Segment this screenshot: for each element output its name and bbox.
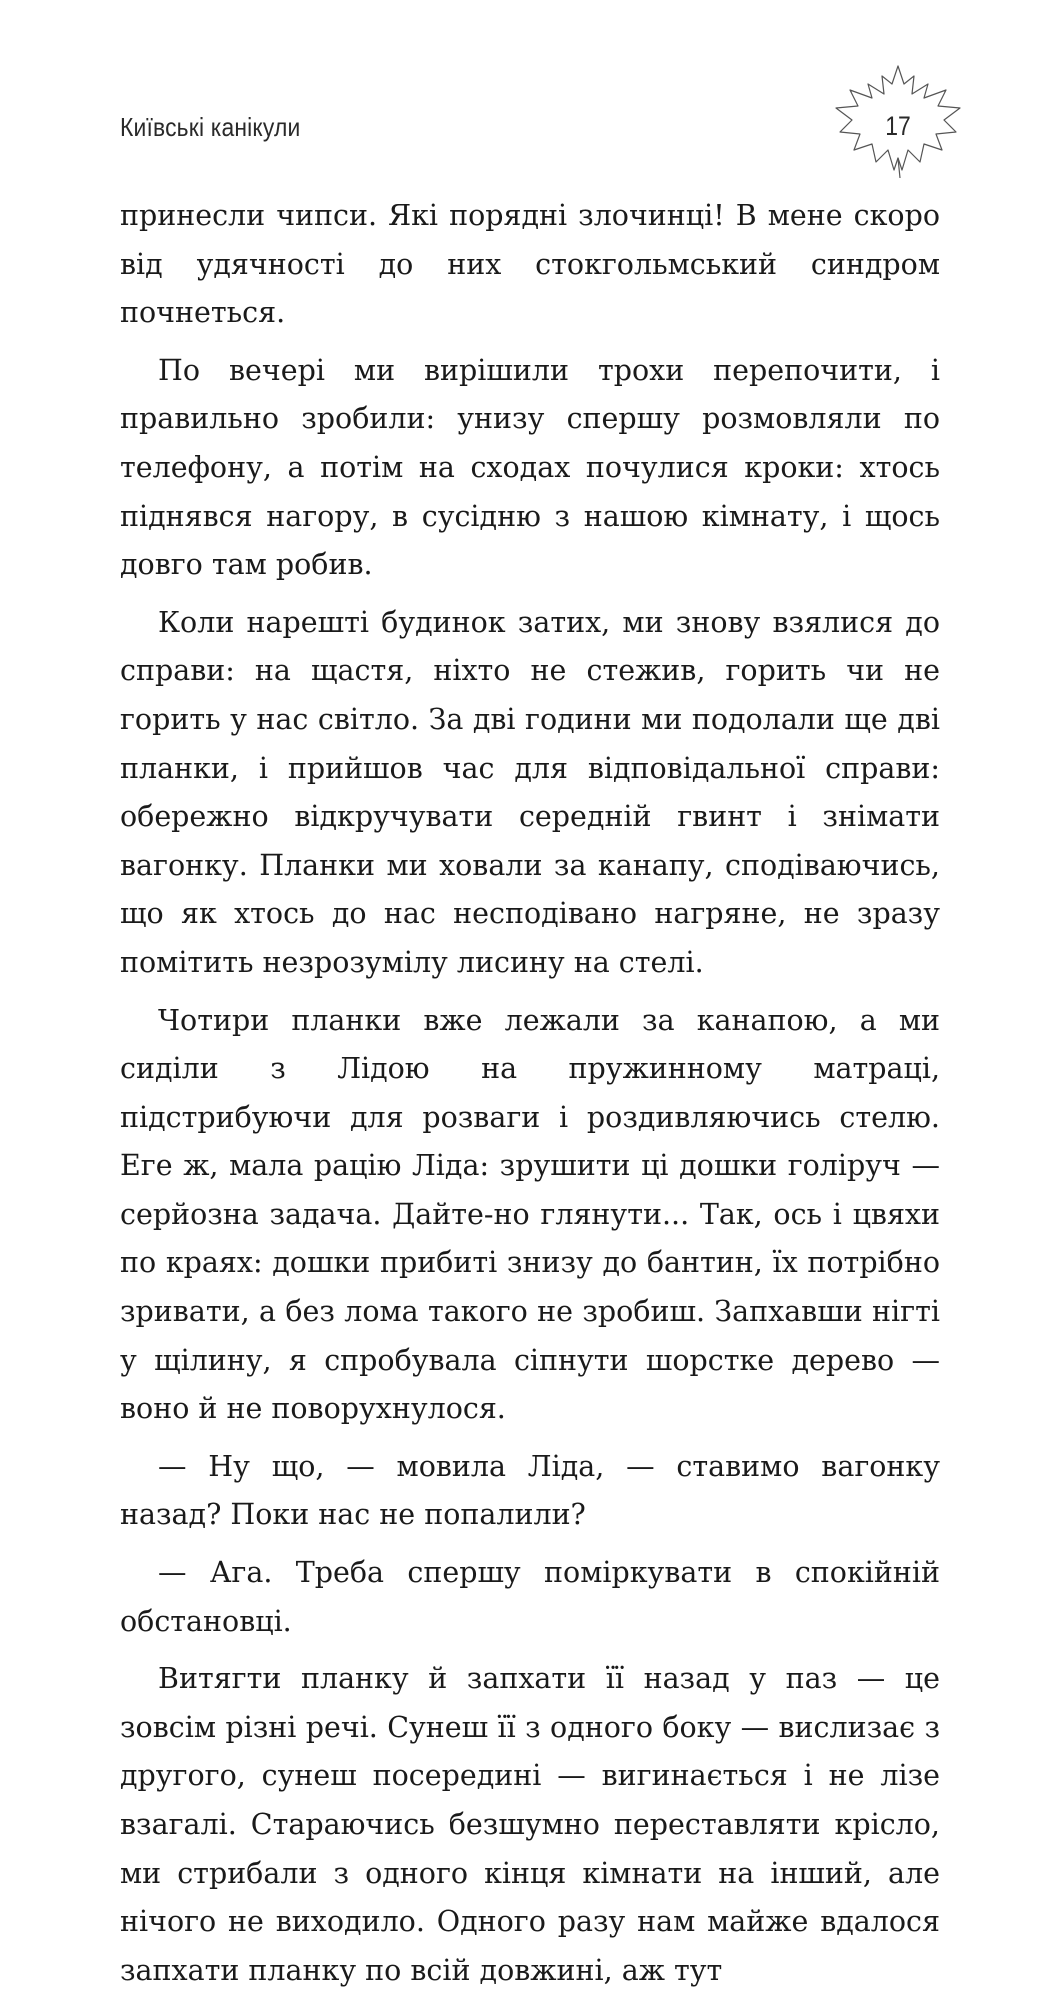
paragraph: Витягти планку й запхати її назад у паз — це зовсім різні речі. Сунеш її з одного боку — вислизає з другого, сунеш посередині — вигинається і не лізе взагалі. Стараючись безшумно переставляти крісло, ми стрибали з одного кінця кімнати на інший, але нічого не виходило. Одного разу нам майже вдалося запхати планку по всій довжині, аж тут [120, 1662, 940, 1987]
page-number-ornament [828, 62, 968, 180]
paragraph: Коли нарешті будинок затих, ми знову взялися до справи: на щастя, ніхто не стежив, горить чи не горить у нас світло. За дві години ми подолали ще дві планки, і прийшов час для відповідальної справи: обережно відкручувати середній гвинт і знімати вагонку. Планки ми ховали за канапу, сподіваючись, що як хтось до нас несподівано нагряне, не зразу помітить незрозумілу лисину на стелі. [120, 605, 940, 979]
dialogue-line: — Ага. Треба спершу поміркувати в спокійній обстановці. [120, 1556, 940, 1638]
paragraph: принесли чипси. Які порядні злочинці! В мене скоро від удячності до них стокгольмський синдром почнеться. [120, 199, 940, 330]
paragraph: Чотири планки вже лежали за канапою, а ми сиділи з Лідою на пружинному матраці, підстрибуючи для розваги і роздивляючись стелю. Еге ж, мала рацію Ліда: зрушити ці дошки голіруч — серйозна задача. Дайте-но глянути... Так, ось і цвяхи по краях: дошки прибиті знизу до бантин, їх потрібно зривати, а без лома такого не зробиш. Запхавши нігті у щілину, я спробувала сіпнути шорстке дерево — воно й не поворухнулося. [120, 1003, 940, 1426]
running-title: Київські канікули [120, 112, 301, 142]
page-number: 17 [885, 110, 911, 141]
body-text [120, 192, 940, 1995]
paragraph: По вечері ми вирішили трохи перепочити, і правильно зробили: унизу спершу розмовляли по телефону, а потім на сходах почулися кроки: хтось піднявся нагору, в сусідню з нашою кімнату, і щось довго там робив. [120, 353, 940, 582]
dialogue-line: — Ну що, — мовила Ліда, — ставимо вагонку назад? Поки нас не попалили? [120, 1449, 940, 1532]
